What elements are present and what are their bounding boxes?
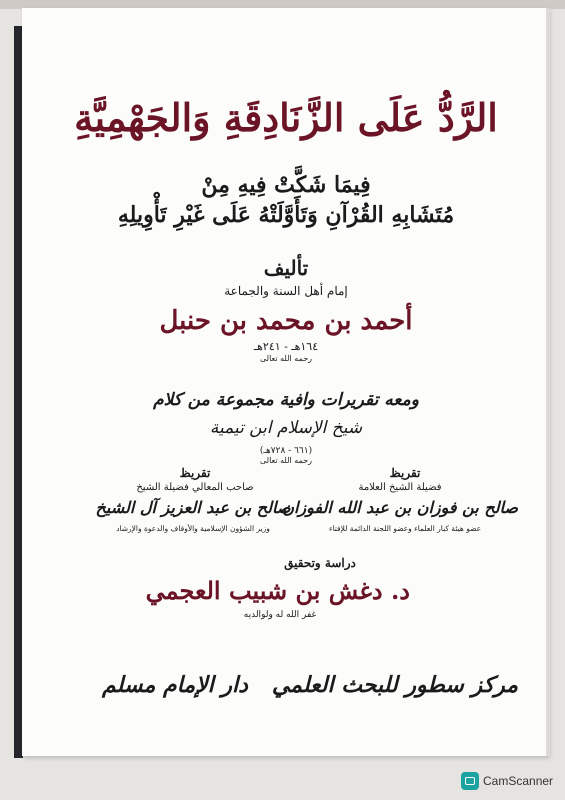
endorsement-left-label: تقريظ [179, 466, 211, 480]
appendix-line: ومعه تقريرات وافية مجموعة من كلام [153, 390, 419, 410]
endorsement-left-role: وزير الشؤون الإسلامية والأوقاف والدعوة والإرشاد [116, 524, 270, 533]
camscanner-watermark [461, 770, 553, 792]
camscanner-logo-icon [461, 772, 479, 790]
appendix-prayer: رحمه الله تعالى [259, 456, 313, 465]
editor-prayer: غفر الله له ولوالديه [243, 610, 317, 620]
endorsement-right-honorific: فضيلة الشيخ العلامة [358, 482, 442, 493]
camscanner-label: CamScanner [483, 774, 554, 788]
page-edge [546, 8, 550, 756]
appendix-dates: (٦٦١ - ٧٢٨هـ) [259, 446, 313, 456]
author-prayer: رحمه الله تعالى [259, 354, 313, 363]
book-subtitle-line-2: مُتَشَابِهِ القُرْآنِ وَتَأَوَّلَتْهُ عَلَى غَيْرِ تَأْوِيلِهِ [117, 202, 455, 228]
endorsement-left-honorific: صاحب المعالي فضيلة الشيخ [136, 482, 254, 493]
book-title: الرَّدُّ عَلَى الزَّنَادِقَةِ وَالجَهْمِيَّةِ [74, 95, 498, 140]
endorsement-right-label: تقريظ [389, 466, 421, 480]
publisher-left: دار الإمام مسلم [102, 672, 248, 698]
endorsement-left-name: صالح بن عبد العزيز آل الشيخ [95, 498, 291, 517]
author-name: أحمد بن محمد بن حنبل [159, 306, 413, 336]
publisher-right: مركز سطور للبحث العلمي [271, 672, 518, 698]
appendix-author: شيخ الإسلام ابن تيمية [209, 418, 363, 438]
author-dates: ١٦٤هـ - ٢٤١هـ [253, 340, 319, 353]
endorsement-right-name: صالح بن فوزان بن عبد الله الفوزان [282, 498, 518, 517]
endorsement-right-role: عضو هيئة كبار العلماء وعضو اللجنة الدائمة للإفتاء [328, 524, 482, 533]
authorship-label: تأليف [263, 256, 309, 280]
book-subtitle-line-1: فِيمَا شَكَّتْ فِيهِ مِنْ [201, 172, 371, 198]
author-honorific: إمام أهل السنة والجماعة [224, 284, 348, 298]
editor-name: د. دغش بن شبيب العجمي [145, 576, 410, 605]
study-label: دراسة وتحقيق [284, 556, 356, 570]
